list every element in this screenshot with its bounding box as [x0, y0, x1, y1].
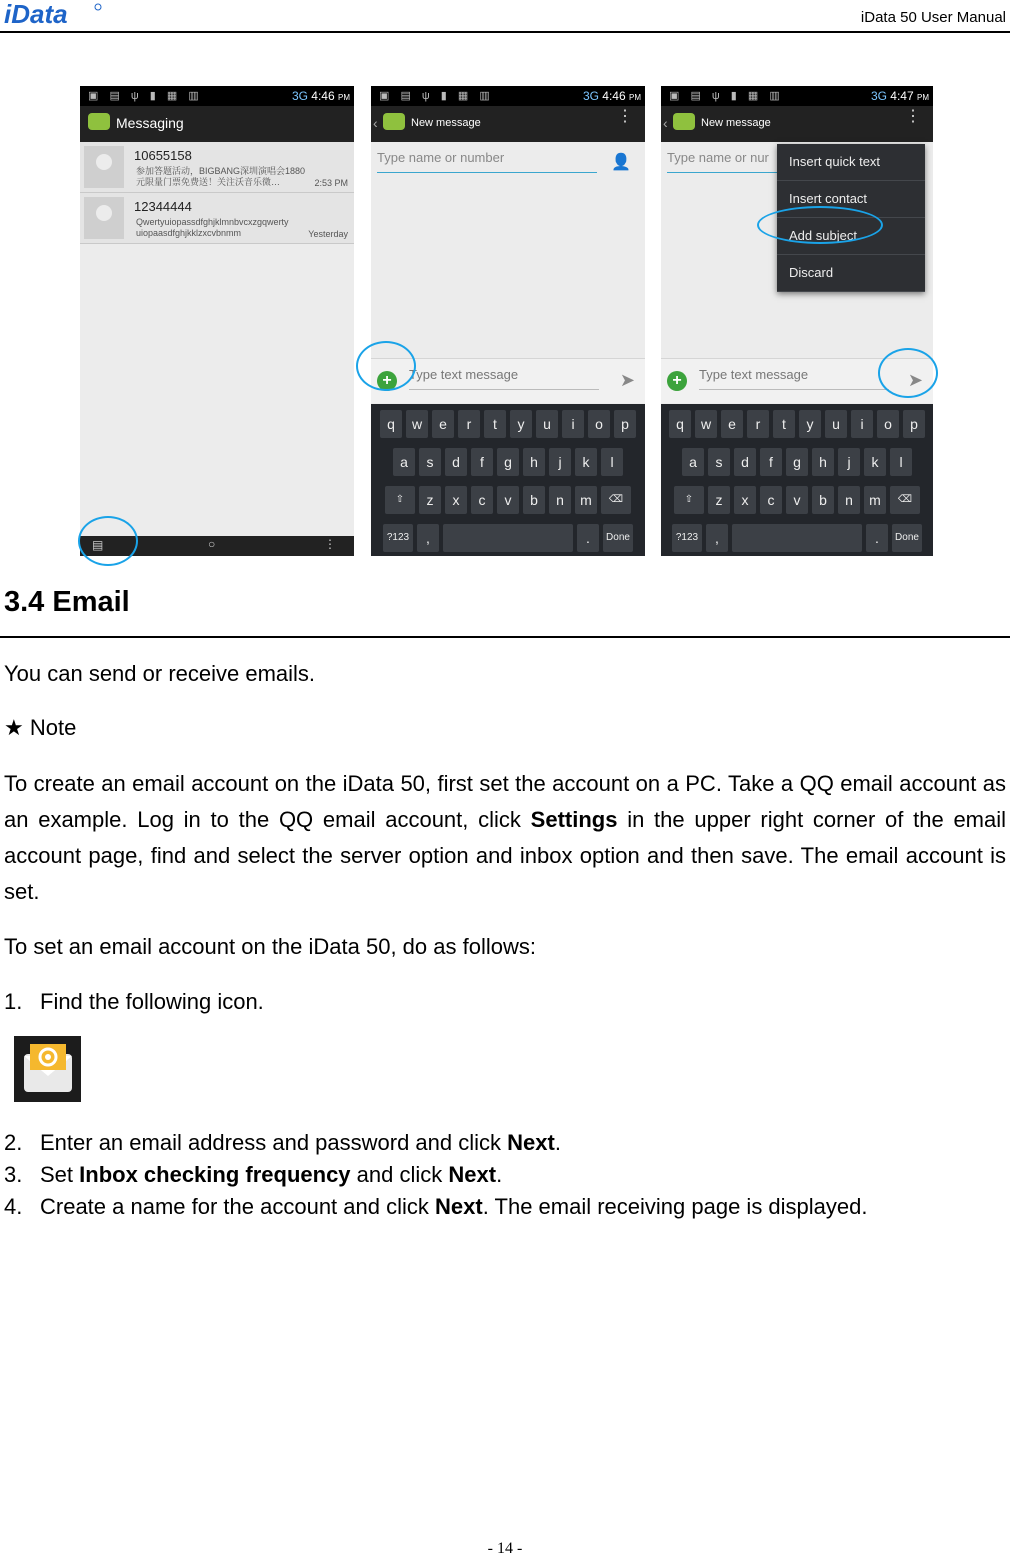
key-l[interactable]: l: [890, 448, 912, 476]
highlight-circle-attach-icon: [356, 341, 416, 391]
message-input[interactable]: Type text message: [699, 367, 889, 390]
key-s[interactable]: s: [419, 448, 441, 476]
key-d[interactable]: d: [734, 448, 756, 476]
notification-icons: ▣ ▤ ψ ▮ ▦ ▥: [88, 90, 203, 102]
setup-intro: To set an email account on the iData 50, do as follows:: [4, 934, 536, 959]
key-l[interactable]: l: [601, 448, 623, 476]
key-,[interactable]: ,: [706, 524, 728, 552]
key-b[interactable]: b: [523, 486, 545, 514]
key-q[interactable]: q: [669, 410, 691, 438]
keyboard-row: [661, 410, 933, 438]
recipient-input[interactable]: Type name or nur: [667, 150, 777, 173]
conversation-number: 10655158: [134, 148, 192, 163]
screenshot-new-message-menu: [661, 86, 933, 556]
key-y[interactable]: y: [799, 410, 821, 438]
conversation-preview: 参加答题活动，BIGBANG深圳演唱会1880元限量门票免费送！关注沃音乐微…: [136, 166, 306, 187]
messaging-app-icon: [383, 113, 405, 130]
key-w[interactable]: w: [695, 410, 717, 438]
key-x[interactable]: x: [445, 486, 467, 514]
search-icon[interactable]: ○: [208, 537, 216, 551]
key-f[interactable]: f: [760, 448, 782, 476]
add-contact-icon[interactable]: 👤: [611, 154, 631, 171]
keyboard-row: [371, 524, 645, 552]
notification-icons: ▣ ▤ ψ ▮ ▦ ▥: [379, 90, 494, 102]
key-j[interactable]: j: [549, 448, 571, 476]
key-p[interactable]: p: [903, 410, 925, 438]
key-j[interactable]: j: [838, 448, 860, 476]
document-title: iData 50 User Manual: [860, 9, 1006, 26]
key-t[interactable]: t: [773, 410, 795, 438]
messaging-app-icon: [88, 113, 110, 130]
key-s[interactable]: s: [708, 448, 730, 476]
key-i[interactable]: i: [851, 410, 873, 438]
header-rule: [0, 31, 1010, 33]
key-g[interactable]: g: [497, 448, 519, 476]
key-g[interactable]: g: [786, 448, 808, 476]
key-q[interactable]: q: [380, 410, 402, 438]
menu-item-discard[interactable]: Discard: [777, 255, 925, 292]
keyboard-row: [661, 486, 933, 514]
action-bar: [80, 106, 354, 142]
overflow-menu-icon[interactable]: ⋮: [324, 537, 336, 551]
key-,[interactable]: ,: [417, 524, 439, 552]
key-d[interactable]: d: [445, 448, 467, 476]
key-o[interactable]: o: [588, 410, 610, 438]
status-bar: [80, 86, 354, 106]
key-a[interactable]: a: [393, 448, 415, 476]
back-icon[interactable]: ‹: [373, 115, 378, 131]
key-c[interactable]: c: [760, 486, 782, 514]
key-?123[interactable]: ?123: [672, 524, 702, 552]
network-indicator: 3G: [291, 89, 308, 103]
step-2: 2. Enter an email address and password and click Next.: [4, 1130, 561, 1155]
screen-title: New message: [411, 117, 481, 129]
key-n[interactable]: n: [838, 486, 860, 514]
status-time: 4:46 PM: [602, 89, 641, 103]
app-title: Messaging: [116, 115, 184, 131]
status-bar: [661, 86, 933, 106]
key-.[interactable]: .: [866, 524, 888, 552]
status-time: 4:47 PM: [890, 89, 929, 103]
key-c[interactable]: c: [471, 486, 493, 514]
contact-avatar: [84, 146, 124, 188]
idata-logo: [2, 0, 104, 28]
key-h[interactable]: h: [812, 448, 834, 476]
menu-item-add-subject[interactable]: Add subject: [777, 218, 925, 255]
soft-keyboard: [661, 404, 933, 556]
keyboard-row: [371, 410, 645, 438]
key-m[interactable]: m: [864, 486, 886, 514]
step-1: 1. Find the following icon.: [4, 989, 264, 1014]
conversation-time: 2:53 PM: [314, 178, 348, 188]
key-a[interactable]: a: [682, 448, 704, 476]
key-h[interactable]: h: [523, 448, 545, 476]
shift-key[interactable]: ⇧: [385, 486, 415, 514]
key-x[interactable]: x: [734, 486, 756, 514]
recipient-input[interactable]: Type name or number: [377, 150, 597, 173]
section-rule: [0, 636, 1010, 638]
key-v[interactable]: v: [497, 486, 519, 514]
compose-new-icon[interactable]: ▤: [92, 538, 104, 552]
action-bar: [661, 106, 933, 142]
key-e[interactable]: e: [432, 410, 454, 438]
key-space[interactable]: [443, 524, 573, 552]
delete-key[interactable]: ⌫: [890, 486, 920, 514]
keyboard-row: [371, 486, 645, 514]
key-Done[interactable]: Done: [603, 524, 633, 552]
key-f[interactable]: f: [471, 448, 493, 476]
messaging-app-icon: [673, 113, 695, 130]
key-i[interactable]: i: [562, 410, 584, 438]
key-r[interactable]: r: [458, 410, 480, 438]
overflow-menu-icon[interactable]: ⋮: [905, 108, 921, 125]
attach-icon[interactable]: +: [377, 371, 397, 391]
highlight-circle-add-subject: [757, 206, 883, 244]
highlight-circle-compose-icon: [78, 516, 138, 566]
body-paragraph: To create an email account on the iData 50, first set the account on a PC. Take a QQ email account as an example. Log in to the QQ email account, click Settings in the upper right corner of the email account page, find and select the server option and inbox option and then save. The email account is set.: [4, 771, 1007, 904]
conversation-number: 12344444: [134, 199, 192, 214]
status-time: 4:46 PM: [311, 89, 350, 103]
key-v[interactable]: v: [786, 486, 808, 514]
key-m[interactable]: m: [575, 486, 597, 514]
key-w[interactable]: w: [406, 410, 428, 438]
back-icon[interactable]: ‹: [663, 115, 668, 131]
contact-avatar: [84, 197, 124, 239]
key-space[interactable]: [732, 524, 862, 552]
action-bar: [371, 106, 645, 142]
key-r[interactable]: r: [747, 410, 769, 438]
page-number: - 14 -: [487, 1540, 523, 1557]
screenshot-messaging: [80, 86, 354, 556]
highlight-circle-send-icon: [878, 348, 938, 398]
key-y[interactable]: y: [510, 410, 532, 438]
svg-text:iData: iData: [4, 0, 68, 28]
soft-keyboard: [371, 404, 645, 556]
attach-icon[interactable]: +: [667, 371, 687, 391]
keyboard-row: [661, 448, 933, 476]
key-b[interactable]: b: [812, 486, 834, 514]
intro-paragraph: You can send or receive emails.: [4, 661, 316, 686]
key-u[interactable]: u: [825, 410, 847, 438]
conversation-preview: Qwertyuiopassdfghjklmnbvcxzgqwerty uiopaasdfghjkklzxcvbnmm: [136, 217, 289, 238]
step-3: 3. Set Inbox checking frequency and click Next.: [4, 1162, 503, 1187]
conversation-time: Yesterday: [308, 229, 348, 239]
key-?123[interactable]: ?123: [383, 524, 413, 552]
message-input[interactable]: Type text message: [409, 367, 599, 390]
key-z[interactable]: z: [708, 486, 730, 514]
delete-key[interactable]: ⌫: [601, 486, 631, 514]
conversation-item[interactable]: [80, 142, 354, 193]
notification-icons: ▣ ▤ ψ ▮ ▦ ▥: [669, 90, 784, 102]
note-label: ★ Note: [4, 715, 77, 740]
email-app-icon: [14, 1036, 81, 1102]
menu-item-insert-contact[interactable]: Insert contact: [777, 181, 925, 218]
key-n[interactable]: n: [549, 486, 571, 514]
key-t[interactable]: t: [484, 410, 506, 438]
key-o[interactable]: o: [877, 410, 899, 438]
key-u[interactable]: u: [536, 410, 558, 438]
section-heading: 3.4 Email: [4, 586, 130, 618]
screen-title: New message: [701, 117, 771, 129]
keyboard-row: [371, 448, 645, 476]
send-icon[interactable]: ➤: [619, 370, 635, 390]
overflow-menu-icon[interactable]: ⋮: [617, 108, 633, 125]
step-4: 4. Create a name for the account and click Next. The email receiving page is displayed.: [4, 1194, 868, 1219]
key-Done[interactable]: Done: [892, 524, 922, 552]
conversation-item[interactable]: [80, 193, 354, 244]
key-k[interactable]: k: [575, 448, 597, 476]
network-indicator: 3G: [870, 89, 887, 103]
key-p[interactable]: p: [614, 410, 636, 438]
shift-key[interactable]: ⇧: [674, 486, 704, 514]
network-indicator: 3G: [582, 89, 599, 103]
keyboard-row: [661, 524, 933, 552]
menu-item-insert-quick-text[interactable]: Insert quick text: [777, 144, 925, 181]
key-k[interactable]: k: [864, 448, 886, 476]
status-bar: [371, 86, 645, 106]
screenshot-new-message: [371, 86, 645, 556]
key-.[interactable]: .: [577, 524, 599, 552]
key-z[interactable]: z: [419, 486, 441, 514]
send-icon[interactable]: ➤: [907, 370, 923, 390]
key-e[interactable]: e: [721, 410, 743, 438]
